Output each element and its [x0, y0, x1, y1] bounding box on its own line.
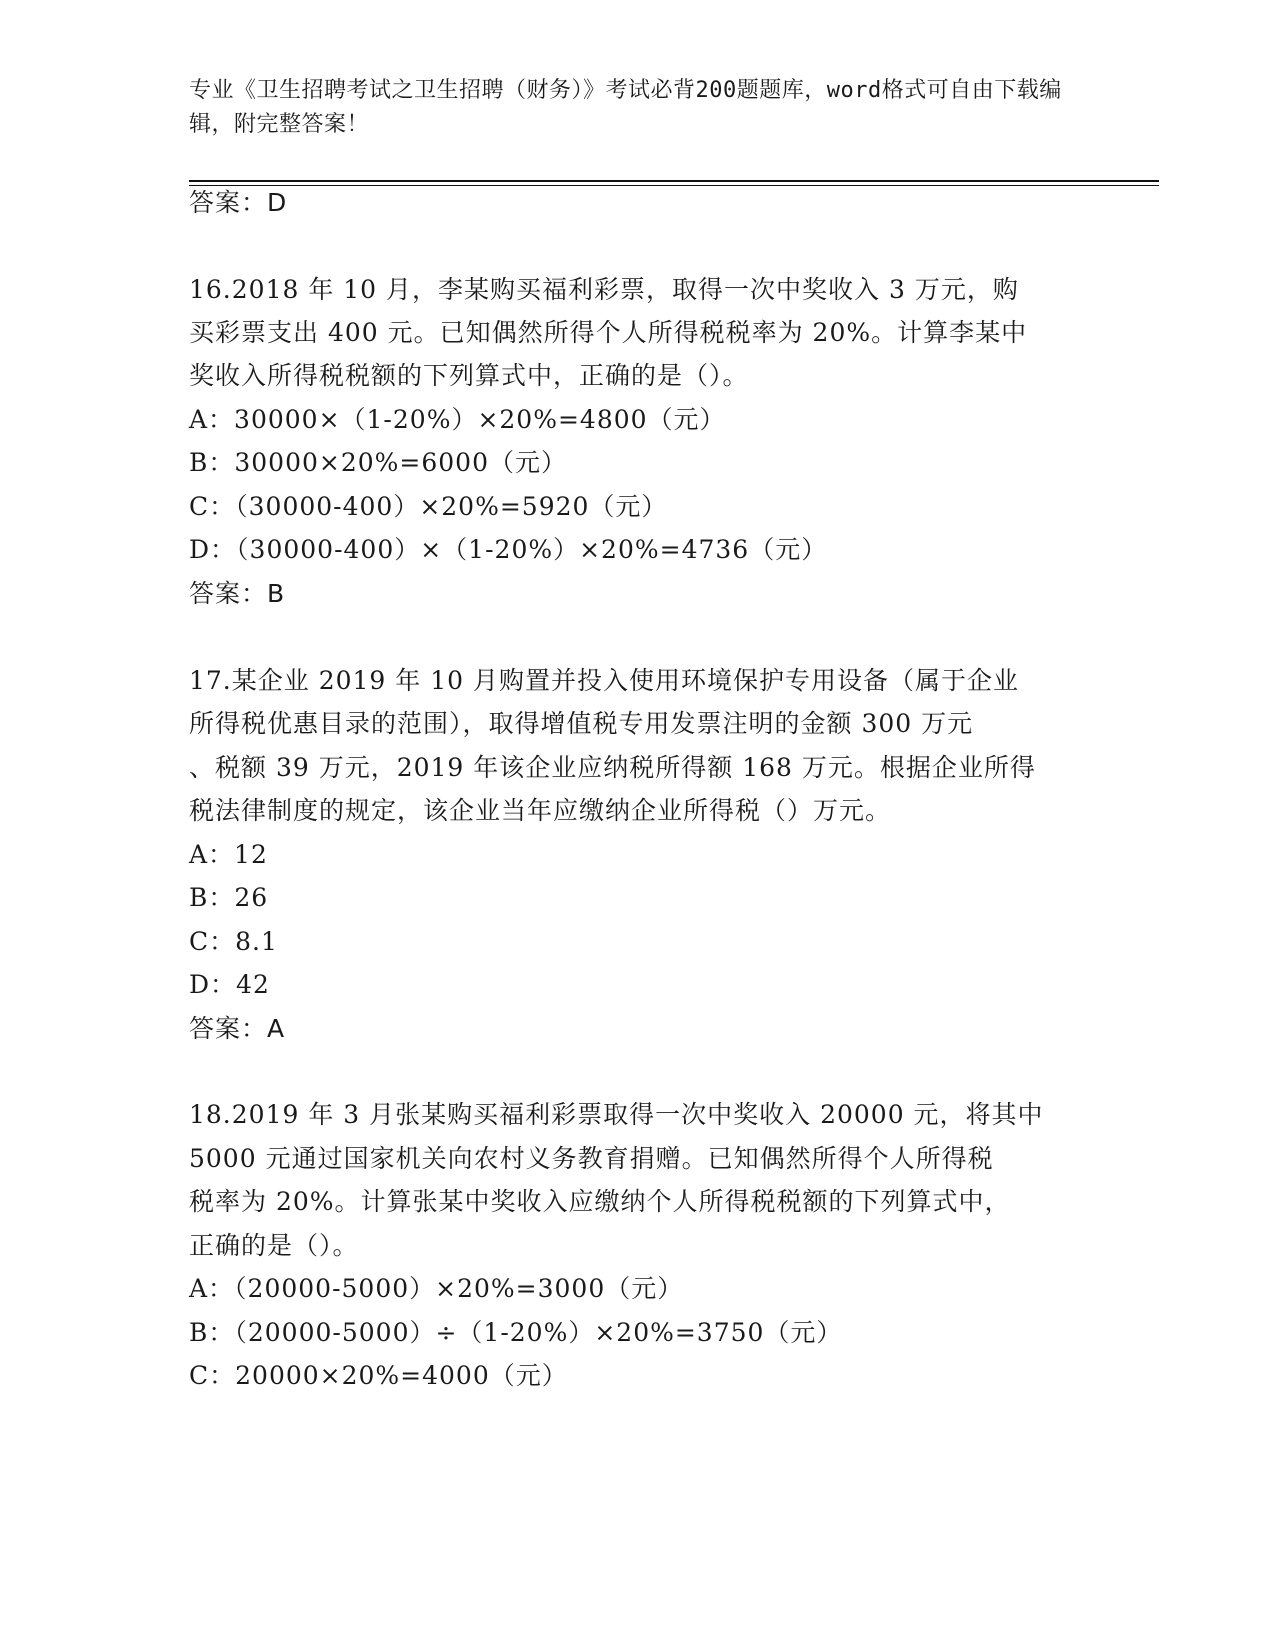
- question-17-line-2: 所得税优惠目录的范围），取得增值税专用发票注明的金额 300 万元: [189, 709, 974, 738]
- question-17-line-1: 17.某企业 2019 年 10 月购置并投入使用环境保护专用设备（属于企业: [189, 666, 1019, 695]
- question-16-line-2: 买彩票支出 400 元。已知偶然所得个人所得税税率为 20%。计算李某中: [189, 318, 1028, 347]
- document-header: 专业《卫生招聘考试之卫生招聘（财务）》考试必背200题题库，word格式可自由下载编辑，附完整答案！: [189, 78, 1062, 137]
- question-18-option-b: B：（20000-5000）÷（1-20%）×20%=3750（元）: [189, 1318, 843, 1347]
- question-18-line-1: 18.2019 年 3 月张某购买福利彩票取得一次中奖收入 20000 元，将其中: [189, 1100, 1044, 1129]
- question-17-option-c: C：8.1: [189, 927, 278, 956]
- question-16-option-a: A：30000×（1-20%）×20%=4800（元）: [189, 405, 726, 434]
- answer-q16: 答案：B: [189, 579, 286, 608]
- question-16-option-c: C：（30000-400）×20%=5920（元）: [189, 492, 668, 521]
- question-16-line-3: 奖收入所得税税额的下列算式中，正确的是（）。: [189, 361, 749, 390]
- header-rule-top: [189, 180, 1159, 182]
- answer-q17: 答案：A: [189, 1014, 286, 1043]
- question-16-option-d: D：（30000-400）×（1-20%）×20%=4736（元）: [189, 535, 828, 564]
- question-18-option-a: A：（20000-5000）×20%=3000（元）: [189, 1274, 684, 1303]
- question-18-line-3: 税率为 20%。计算张某中奖收入应缴纳个人所得税税额的下列算式中，: [189, 1187, 1011, 1216]
- question-17-option-d: D：42: [189, 970, 270, 999]
- question-17-option-b: B：26: [189, 883, 269, 912]
- question-18-line-2: 5000 元通过国家机关向农村义务教育捐赠。已知偶然所得个人所得税: [189, 1144, 994, 1173]
- question-16-line-1: 16.2018 年 10 月，李某购买福利彩票，取得一次中奖收入 3 万元，购: [189, 275, 1019, 304]
- answer-q15: 答案：D: [189, 188, 288, 217]
- question-17-line-3: 、税额 39 万元，2019 年该企业应纳税所得额 168 万元。根据企业所得: [189, 753, 1036, 782]
- question-17-line-4: 税法律制度的规定，该企业当年应缴纳企业所得税（）万元。: [189, 796, 892, 825]
- question-16-option-b: B：30000×20%=6000（元）: [189, 448, 567, 477]
- question-18-line-4: 正确的是（）。: [189, 1231, 359, 1260]
- question-17-option-a: A：12: [189, 840, 268, 869]
- question-18-option-c: C：20000×20%=4000（元）: [189, 1361, 568, 1390]
- header-rule-bottom: [189, 185, 1159, 186]
